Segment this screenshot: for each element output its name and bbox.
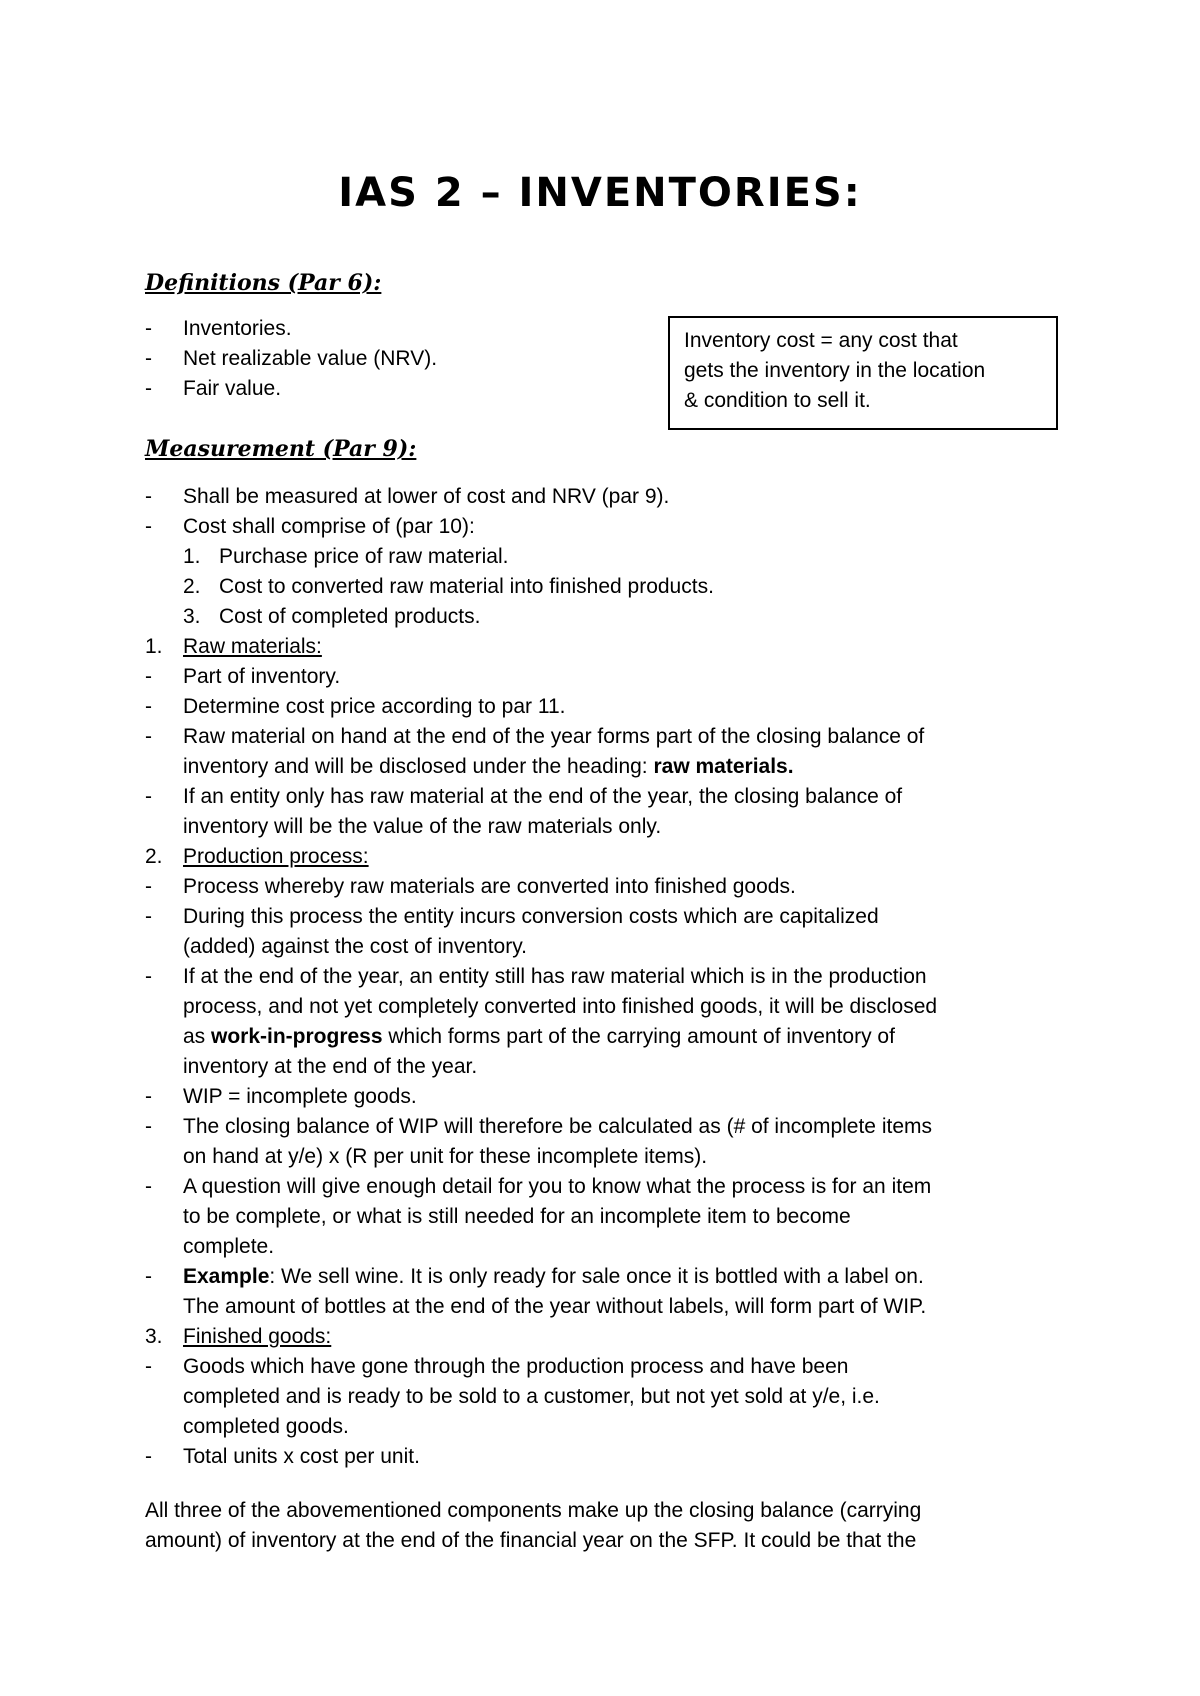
body-line: Raw material on hand at the end of the year forms part of the closing balance of — [183, 725, 925, 748]
body-line: to be complete, or what is still needed for an incomplete item to become — [183, 1205, 851, 1228]
body-line: A question will give enough detail for you to know what the process is for an item — [183, 1175, 932, 1198]
bullet-dash: - — [145, 665, 152, 688]
bullet-dash: - — [145, 347, 152, 370]
section-title-raw-materials: Raw materials: — [183, 635, 322, 658]
bullet-dash: - — [145, 515, 152, 538]
body-line: Total units x cost per unit. — [183, 1445, 420, 1468]
section-title-finished-goods: Finished goods: — [183, 1325, 332, 1348]
body-line: Determine cost price according to par 11. — [183, 695, 566, 718]
body-text: which forms part of the carrying amount of inventory of — [382, 1025, 895, 1048]
body-line: on hand at y/e) x (R per unit for these incomplete items). — [183, 1145, 708, 1168]
definition-item: Net realizable value (NRV). — [183, 347, 438, 370]
sub-number: 2. — [183, 575, 201, 598]
body-text: inventory and will be disclosed under the heading: — [183, 755, 654, 778]
body-line: Process whereby raw materials are converted into finished goods. — [183, 875, 796, 898]
bullet-dash: - — [145, 377, 152, 400]
body-line: complete. — [183, 1235, 275, 1258]
body-line: If at the end of the year, an entity still has raw material which is in the production — [183, 965, 927, 988]
section-number: 3. — [145, 1325, 163, 1348]
closing-paragraph-line: All three of the abovementioned components make up the closing balance (carrying — [145, 1499, 922, 1522]
definition-item: Inventories. — [183, 317, 292, 340]
sub-number: 3. — [183, 605, 201, 628]
bullet-dash: - — [145, 695, 152, 718]
body-text: as — [183, 1025, 212, 1048]
body-line: Goods which have gone through the production process and have been — [183, 1355, 849, 1378]
body-line: process, and not yet completely converted into finished goods, it will be disclosed — [183, 995, 938, 1018]
body-line: During this process the entity incurs conversion costs which are capitalized — [183, 905, 879, 928]
body-line: (added) against the cost of inventory. — [183, 935, 527, 958]
note-line: & condition to sell it. — [684, 389, 871, 412]
bullet-dash: - — [145, 317, 152, 340]
bullet-dash: - — [145, 785, 152, 808]
measurement-heading: Measurement (Par 9): — [145, 436, 417, 462]
bullet-dash: - — [145, 1265, 152, 1288]
body-line: WIP = incomplete goods. — [183, 1085, 417, 1108]
bullet-dash: - — [145, 905, 152, 928]
sub-item: Purchase price of raw material. — [219, 545, 509, 568]
bullet-dash: - — [145, 875, 152, 898]
page-title: IAS 2 – INVENTORIES: — [338, 170, 862, 216]
section-title-production-process: Production process: — [183, 845, 369, 868]
bullet-dash: - — [145, 1175, 152, 1198]
measurement-line: Shall be measured at lower of cost and NRV (par 9). — [183, 485, 670, 508]
bullet-dash: - — [145, 1355, 152, 1378]
inventory-cost-note-box — [668, 316, 1058, 430]
body-line: If an entity only has raw material at the end of the year, the closing balance of — [183, 785, 903, 808]
bold-term: raw materials. — [653, 755, 794, 778]
definition-item: Fair value. — [183, 377, 282, 400]
bullet-dash: - — [145, 485, 152, 508]
measurement-line: Cost shall comprise of (par 10): — [183, 515, 475, 538]
bold-term: Example — [183, 1265, 270, 1288]
bullet-dash: - — [145, 725, 152, 748]
body-line: inventory at the end of the year. — [183, 1055, 478, 1078]
body-line: completed goods. — [183, 1415, 349, 1438]
bullet-dash: - — [145, 1085, 152, 1108]
body-line: The amount of bottles at the end of the year without labels, will form part of WIP. — [183, 1295, 927, 1318]
sub-number: 1. — [183, 545, 201, 568]
body-line — [183, 1022, 895, 1052]
body-line: completed and is ready to be sold to a customer, but not yet sold at y/e, i.e. — [183, 1385, 880, 1408]
definitions-heading: Definitions (Par 6): — [145, 270, 382, 296]
section-number: 1. — [145, 635, 163, 658]
bold-term: work-in-progress — [211, 1025, 383, 1048]
body-line — [183, 1262, 924, 1292]
body-line: Part of inventory. — [183, 665, 341, 688]
note-line: gets the inventory in the location — [684, 359, 986, 382]
body-text: : We sell wine. It is only ready for sale once it is bottled with a label on. — [269, 1265, 924, 1288]
sub-item: Cost to converted raw material into finished products. — [219, 575, 714, 598]
bullet-dash: - — [145, 1445, 152, 1468]
closing-paragraph-line: amount) of inventory at the end of the financial year on the SFP. It could be that the — [145, 1529, 917, 1552]
body-line: The closing balance of WIP will therefore be calculated as (# of incomplete items — [183, 1115, 932, 1138]
section-number: 2. — [145, 845, 163, 868]
body-line: inventory will be the value of the raw materials only. — [183, 815, 662, 838]
bullet-dash: - — [145, 965, 152, 988]
bullet-dash: - — [145, 1115, 152, 1138]
note-line: Inventory cost = any cost that — [684, 329, 958, 352]
body-line — [183, 752, 794, 782]
sub-item: Cost of completed products. — [219, 605, 481, 628]
